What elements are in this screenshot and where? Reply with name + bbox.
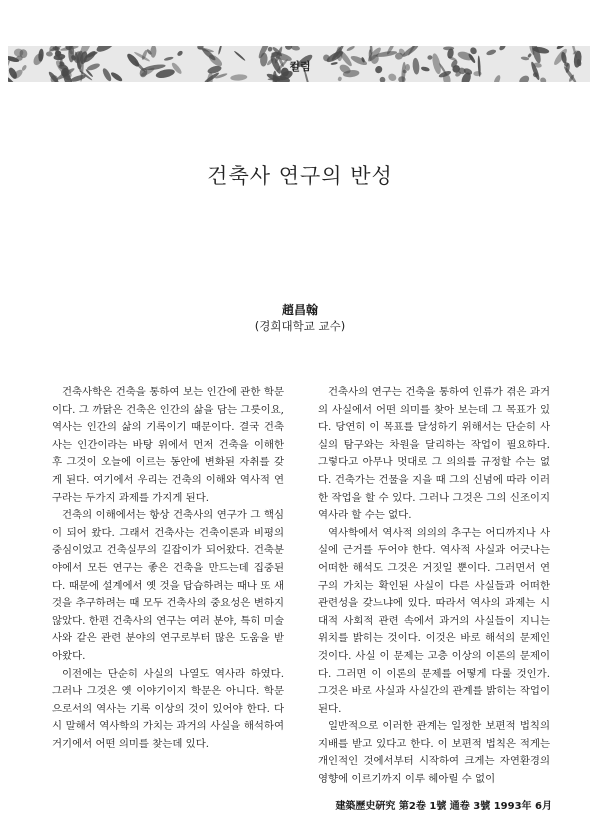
paragraph: 이전에는 단순히 사실의 나열도 역사라 하였다. 그러나 그것은 옛 이야기이지 학문은 아니다. 학문으로서의 역사는 기록 이상의 것이 있어야 한다. 다시 말해서 역사학의 가치는 과거의 사실을 해석하여 거기에서 어떤 의미를 찾는데 있다. [52, 667, 284, 750]
paragraph: 건축사학은 건축을 통하여 보는 인간에 관한 학문이다. 그 까닭은 건축은 인간의 삶을 담는 그릇이요, 역사는 인간의 삶의 기록이기 때문이다. 결국 건축사는 인간이라는 바탕 위에서 먼저 건축을 이해한 후 그것이 오늘에 이르는 동안에 변화된 자취를 갖게 된다. 여기에서 우리는 건축의 이해와 역사적 연구라는 두가지 과제를 가지게 된다. [52, 386, 284, 504]
paragraph: 일반적으로 이러한 관계는 일정한 보편적 법칙의 지배를 받고 있다고 한다. 이 보편적 법칙은 적게는 개인적인 것에서부터 시작하여 크게는 자연환경의 영향에 이르기까지 이루 헤아릴 수 없이 [318, 720, 550, 786]
paragraph: 역사학에서 역사적 의의의 추구는 어디까지나 사실에 근거를 두어야 한다. 역사적 사실과 어긋나는 어떠한 해석도 그것은 거짓일 뿐이다. 그러면서 연구의 가치는 확인된 사실이 다른 사실들과 어떠한 관련성을 갖느냐에 있다. 따라서 역사의 과제는 시대적 사회적 관련 속에서 과거의 사실들이 지니는 위치를 밝히는 것이다. 이것은 바로 해석의 문제인 것이다. 사실 이 문제는 고층 이상의 이론의 문제이다. 그러면 이 이론의 문제를 어떻게 다룰 것인가. 그것은 바로 사실과 사실간의 관계를 밝히는 작업이 된다. [318, 526, 550, 715]
paragraph: 건축사의 연구는 건축을 통하여 인류가 겪은 과거의 사실에서 어떤 의미를 찾아 보는데 그 목표가 있다. 당연히 이 목표를 달성하기 위해서는 단순히 사실의 탐구와는 차원을 달리하는 작업이 필요하다. 그렇다고 아무나 멋대로 그 의의를 규정할 수는 없다. 건축가는 건물을 지을 때 그의 신념에 따라 이러한 작업을 할 수 있다. 그러나 그것은 그의 신조이지 역사라 할 수는 없다. [318, 386, 550, 522]
author-affiliation: (경희대학교 교수) [254, 319, 346, 333]
article-title: 건축사 연구의 반성 [207, 164, 393, 188]
paragraph: 건축의 이해에서는 항상 건축사의 연구가 그 핵심이 되어 왔다. 그래서 건축사는 건축이론과 비평의 중심이었고 건축실무의 길잡이가 되어왔다. 건축분야에서 모든 연구는 좋은 건축을 만드는데 집중된다. 때문에 설계에서 옛 것을 답습하려는 때나 또 새 것을 추구하려는 때 모두 건축사의 중요성은 변하지 않았다. 한편 건축사의 연구는 여러 분야, 특히 미술사와 같은 관련 분야의 연구로부터 많은 도움을 받아왔다. [52, 509, 284, 662]
right-column [318, 384, 550, 789]
author-name: 趙昌翰 [281, 303, 318, 317]
journal-citation: 建築歷史硏究 第2卷 1號 通卷 3號 1993年 6月 [335, 801, 552, 812]
left-column [52, 384, 284, 753]
section-label: 컬럼 [289, 60, 311, 73]
